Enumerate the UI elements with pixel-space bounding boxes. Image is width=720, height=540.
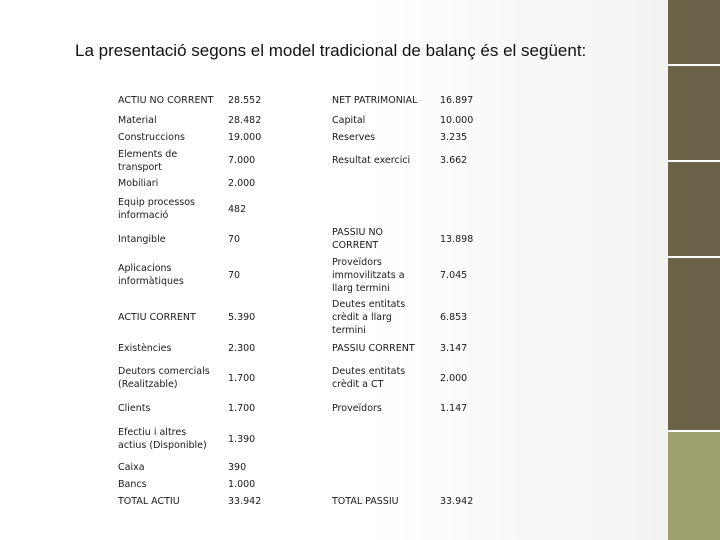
liability-value-cell <box>434 419 496 459</box>
table-row <box>112 146 496 175</box>
asset-label-cell: Aplicacions informàtiques <box>118 263 184 287</box>
table-row <box>112 226 496 252</box>
asset-label-cell: Deutors comercials (Realitzable) <box>118 366 210 390</box>
liability-value-cell: 1.147 <box>440 402 468 414</box>
asset-label-cell: Material <box>118 115 157 126</box>
liability-label-cell <box>326 419 434 459</box>
liability-value-cell: 10.000 <box>440 115 474 126</box>
liability-value-cell <box>434 175 496 192</box>
table-row <box>112 476 496 493</box>
liability-value-cell: 3.662 <box>440 155 468 166</box>
asset-label-cell: Caixa <box>118 462 145 473</box>
asset-value-cell: 1.390 <box>228 433 256 445</box>
table-row <box>112 112 496 129</box>
table-row <box>112 129 496 146</box>
table-row <box>112 252 496 298</box>
table-row <box>112 192 496 226</box>
liability-label-cell: Deutes entitats crèdit a llarg termini <box>332 299 406 336</box>
table-row <box>112 175 496 192</box>
table-row <box>112 493 496 510</box>
asset-label-cell: Elements de transport <box>118 148 178 173</box>
asset-label-cell: TOTAL ACTIU <box>118 496 180 507</box>
liability-value-cell <box>434 459 496 476</box>
asset-value-cell: 70 <box>228 269 241 281</box>
band-block <box>668 162 720 256</box>
asset-value-cell: 1.700 <box>228 402 256 414</box>
liability-label-cell: NET PATRIMONIAL <box>332 94 418 106</box>
liability-label-cell: Proveïdors immovilitzats a llarg termini <box>332 256 405 294</box>
asset-value-cell: 28.482 <box>228 115 262 126</box>
liability-value-cell: 3.147 <box>440 342 468 354</box>
asset-value-cell: 2.300 <box>228 342 256 354</box>
asset-value-cell: 390 <box>228 462 247 473</box>
asset-value-cell: 70 <box>228 233 241 245</box>
table-row <box>112 359 496 397</box>
band-block <box>668 66 720 160</box>
asset-value-cell: 482 <box>228 203 247 215</box>
liability-label-cell: Reserves <box>332 132 376 143</box>
asset-label-cell: Efectiu i altres actius (Disponible) <box>118 427 207 451</box>
balance-sheet-table <box>112 88 496 510</box>
table-row <box>112 419 496 459</box>
asset-value-cell: 28.552 <box>228 94 262 106</box>
asset-label-cell: Construccions <box>118 132 185 143</box>
asset-label-cell: Bancs <box>118 479 147 490</box>
asset-label-cell: ACTIU NO CORRENT <box>118 94 214 106</box>
liability-value-cell: 2.000 <box>440 372 468 384</box>
band-block <box>668 258 720 430</box>
balance-sheet-body <box>112 88 496 510</box>
asset-label-cell: ACTIU CORRENT <box>118 312 196 323</box>
decorative-side-band <box>668 0 720 540</box>
liability-value-cell: 7.045 <box>440 269 468 281</box>
liability-label-cell: Capital <box>332 115 366 126</box>
table-row <box>112 88 496 112</box>
slide-title: La presentació segons el model tradicional de balanç és el següent: <box>75 41 587 60</box>
liability-label-cell <box>326 192 434 226</box>
table-row <box>112 459 496 476</box>
liability-label-cell: Resultat exercici <box>332 155 411 166</box>
liability-label-cell <box>326 175 434 192</box>
liability-label-cell: Proveïdors <box>332 402 382 414</box>
band-block <box>668 432 720 540</box>
asset-label-cell: Clients <box>118 402 151 414</box>
asset-value-cell: 7.000 <box>228 155 256 166</box>
liability-label-cell: PASSIU CORRENT <box>332 342 415 354</box>
table-row <box>112 337 496 359</box>
liability-value-cell: 6.853 <box>440 312 468 323</box>
liability-value-cell <box>434 192 496 226</box>
liability-value-cell: 33.942 <box>440 496 474 507</box>
asset-label-cell: Equip processos informació <box>118 197 196 221</box>
liability-label-cell <box>326 459 434 476</box>
liability-label-cell: PASSIU NO CORRENT <box>332 227 384 251</box>
liability-value-cell: 3.235 <box>440 132 468 143</box>
liability-value-cell <box>434 476 496 493</box>
asset-value-cell: 1.000 <box>228 479 256 490</box>
liability-label-cell: TOTAL PASSIU <box>332 496 399 507</box>
asset-label-cell: Existències <box>118 342 172 354</box>
asset-value-cell: 2.000 <box>228 178 256 189</box>
table-row <box>112 298 496 337</box>
asset-label-cell: Mobiliari <box>118 178 159 189</box>
liability-label-cell: Deutes entitats crèdit a CT <box>332 366 406 390</box>
band-block <box>668 0 720 64</box>
liability-label-cell <box>326 476 434 493</box>
asset-value-cell: 33.942 <box>228 496 262 507</box>
asset-value-cell: 5.390 <box>228 312 256 323</box>
table-row <box>112 397 496 419</box>
asset-value-cell: 1.700 <box>228 372 256 384</box>
liability-value-cell: 16.897 <box>440 94 474 106</box>
asset-value-cell: 19.000 <box>228 132 262 143</box>
liability-value-cell: 13.898 <box>440 233 474 245</box>
asset-label-cell: Intangible <box>118 233 166 245</box>
